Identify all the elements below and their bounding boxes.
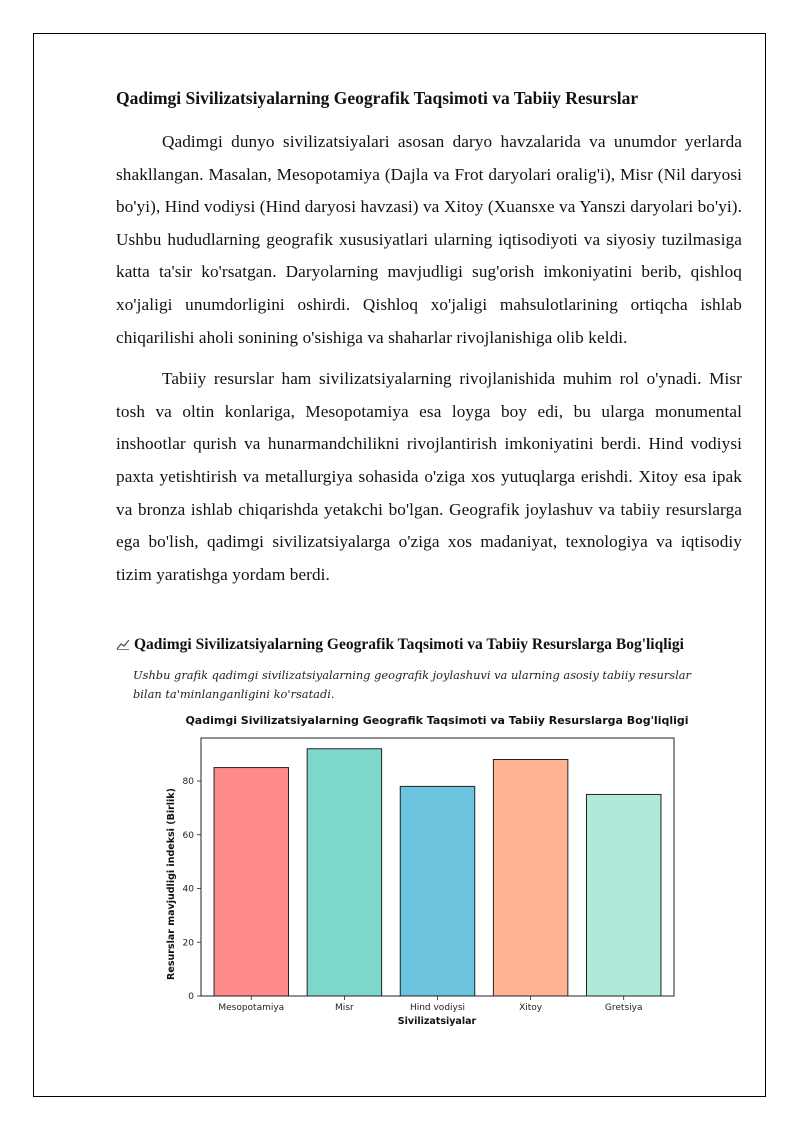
x-tick-label: Hind vodiysi xyxy=(409,1003,466,1013)
x-tick-label: Misr xyxy=(335,1003,354,1013)
plot-area xyxy=(183,738,674,1013)
x-axis-label: Sivilizatsiyalar xyxy=(397,1016,477,1027)
figure-heading-text: Qadimgi Sivilizatsiyalarning Geografik Taqsimoti va Tabiiy Resurslarga Bog'liqligi xyxy=(134,636,684,653)
y-axis-label: Resurslar mavjudligi indeksi (Birlik) xyxy=(166,788,177,980)
y-tick-label: 40 xyxy=(182,884,194,895)
document-body xyxy=(116,86,742,591)
chart-title: Qadimgi Sivilizatsiyalarning Geografik Taqsimoti va Tabiiy Resurslarga Bog'liqligi xyxy=(185,714,689,727)
figure-caption: Ushbu grafik qadimgi sivilizatsiyalarning geografik joylashuvi va ularning asosiy tabiiy resurslar bilan ta'minlanganligini ko'rsatadi. xyxy=(133,668,691,701)
y-tick-label: 0 xyxy=(188,992,194,1002)
bar-xitoy xyxy=(493,760,567,997)
bar-hind-vodiysi xyxy=(400,786,474,996)
bar-chart xyxy=(150,708,710,1028)
x-tick-label: Xitoy xyxy=(519,1003,543,1013)
chart-line-icon xyxy=(116,638,130,650)
y-tick-label: 60 xyxy=(182,830,194,841)
paragraph-2: Tabiiy resurslar ham sivilizatsiyalarning rivojlanishida muhim rol o'ynadi. Misr tosh va oltin konlariga, Mesopotamiya esa loyga boy edi, bu ularga monumental inshootlar qurish va hunarmandchilikni rivojlantirish imkoniyatini berdi. Hind vodiysi paxta yetishtirish va metallurgiya sohasida o'ziga xos yutuqlarga erishdi. Xitoy esa ipak va bronza ishlab chiqarishda yetakchi bo'lgan. Geografik joylashuv va tabiiy resurslarga ega bo'lish, qadimgi sivilizatsiyalarga o'ziga xos madaniyat, texnologiya va iqtisodiy tizim yaratishga yordam berdi. xyxy=(116,369,742,584)
x-tick-label: Mesopotamiya xyxy=(218,1003,285,1013)
x-tick-label: Gretsiya xyxy=(604,1003,643,1013)
bar-gretsiya xyxy=(586,794,660,996)
y-tick-label: 20 xyxy=(182,938,194,949)
document-title: Qadimgi Sivilizatsiyalarning Geografik Taqsimoti va Tabiiy Resurslar xyxy=(116,88,639,108)
bar-misr xyxy=(307,749,381,996)
paragraph-1: Qadimgi dunyo sivilizatsiyalari asosan daryo havzalarida va unumdor yerlarda shakllangan. Masalan, Mesopotamiya (Dajla va Frot daryolari oralig'i), Misr (Nil daryosi bo'yi), Hind vodiysi (Hind daryosi havzasi) va Xitoy (Xuansxe va Yanszi daryolari bo'yi). Ushbu hududlarning geografik xususiyatlari ularning iqtisodiyoti va siyosiy tuzilmasiga katta ta'sir ko'rsatgan. Daryolarning mavjudligi sug'orish imkoniyatini berib, qishloq xo'jaligi unumdorligini oshirdi. Qishloq xo'jaligi mahsulotlarining ortiqcha ishlab chiqarilishi aholi sonining o'sishiga va shaharlar rivojlanishiga olib keldi. xyxy=(116,132,742,347)
figure-heading xyxy=(116,636,756,654)
bar-mesopotamiya xyxy=(214,768,288,996)
y-tick-label: 80 xyxy=(182,777,194,787)
